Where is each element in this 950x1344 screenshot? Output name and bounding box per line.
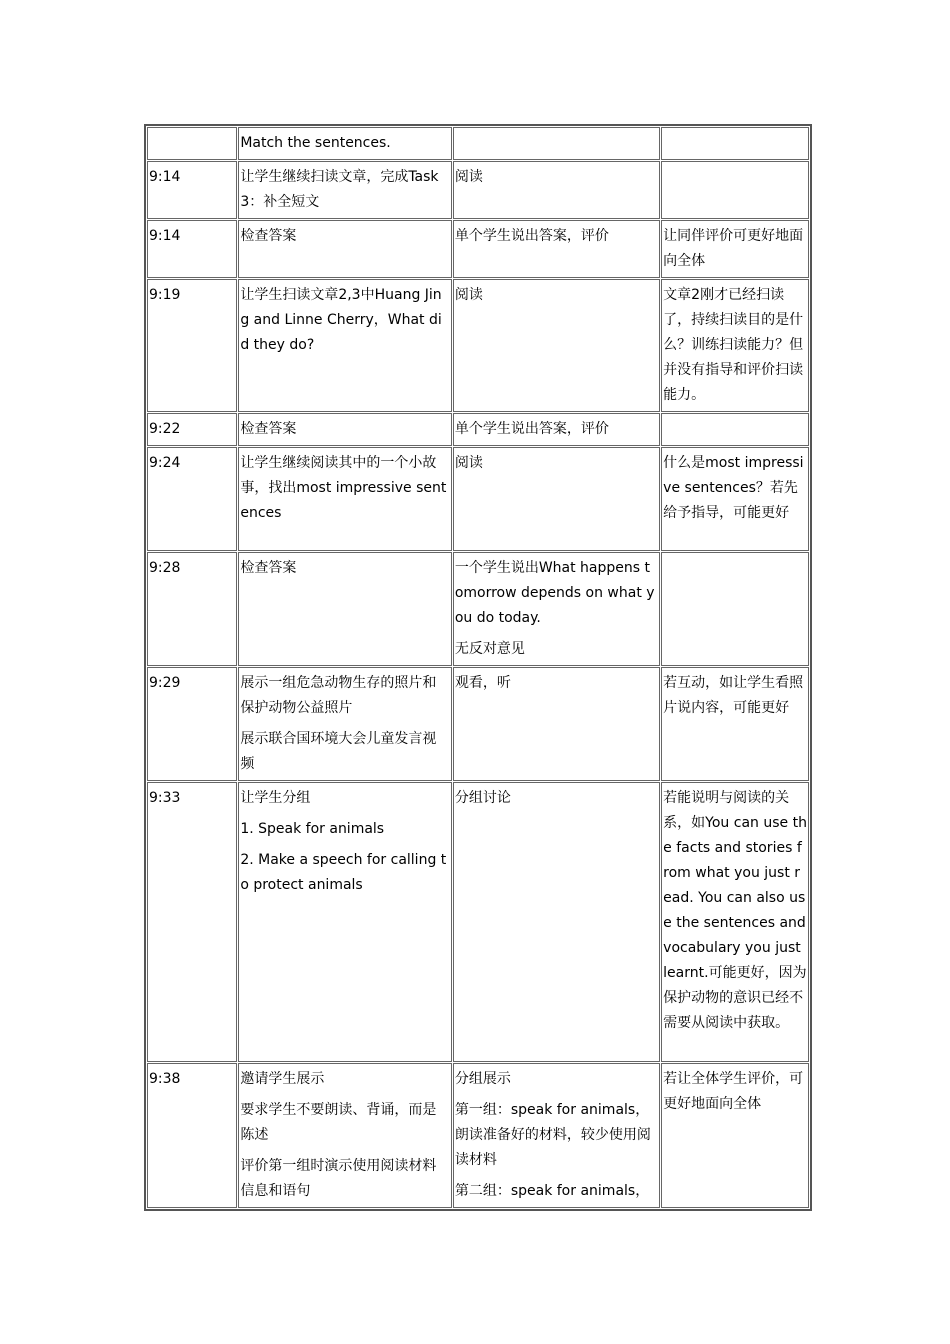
student-activity-cell (453, 782, 660, 1062)
teacher-activity-cell (238, 782, 452, 1062)
observer-comment-cell (661, 1063, 809, 1208)
student-activity-cell (453, 667, 660, 781)
teacher-activity-cell (238, 552, 452, 666)
student-activity-cell (453, 552, 660, 666)
table-row (147, 552, 809, 666)
student-activity-cell (453, 127, 660, 160)
observer-comment-text: 若能说明与阅读的关系，如You can use the facts and stories from what you just read. You can also use the sentences and vocabulary you just learnt.可能更好，因为保护动物的意识已经不需要从阅读中获取。 (663, 790, 807, 1031)
table-row (147, 127, 809, 160)
time-text: 9:14 (149, 228, 181, 244)
table-row (147, 782, 809, 1062)
teacher-activity-text: 1. Speak for animals (240, 821, 385, 837)
student-activity-text: 第一组：speak for animals，朗读准备好的材料，较少使用阅读材料 (454, 1102, 651, 1168)
table-row (147, 220, 809, 278)
table-row (147, 279, 809, 412)
teacher-activity-text: 让学生继续扫读文章，完成Task 3：补全短文 (240, 169, 439, 210)
student-activity-text: 第二组：speak for animals， (454, 1183, 650, 1199)
teacher-activity-text: 展示联合国环境大会儿童发言视频 (240, 731, 437, 772)
teacher-activity-cell (238, 667, 452, 781)
student-activity-cell (453, 413, 660, 446)
teacher-activity-text: 展示一组危急动物生存的照片和保护动物公益照片 (240, 675, 437, 716)
time-text: 9:14 (149, 169, 181, 185)
table-row (147, 667, 809, 781)
time-cell (147, 413, 237, 446)
time-cell (147, 220, 237, 278)
teacher-activity-text: Match the sentences. (240, 135, 391, 151)
time-cell (147, 279, 237, 412)
teacher-activity-cell (238, 279, 452, 412)
teacher-activity-cell (238, 413, 452, 446)
table-row (147, 161, 809, 219)
observer-comment-text: 什么是most impressive sentences？若先给予指导，可能更好 (663, 455, 804, 521)
observer-comment-cell (661, 127, 809, 160)
observer-comment-text: 若让全体学生评价，可更好地面向全体 (663, 1071, 804, 1112)
time-cell (147, 1063, 237, 1208)
student-activity-cell (453, 220, 660, 278)
observer-comment-cell (661, 552, 809, 666)
table-body (147, 127, 809, 1208)
teacher-activity-cell (238, 1063, 452, 1208)
student-activity-text: 单个学生说出答案，评价 (454, 228, 609, 244)
time-cell (147, 782, 237, 1062)
teacher-activity-cell (238, 127, 452, 160)
time-cell (147, 127, 237, 160)
student-activity-text: 阅读 (454, 287, 483, 303)
teacher-activity-text: 检查答案 (240, 560, 297, 576)
time-text: 9:19 (149, 287, 181, 303)
student-activity-text: 无反对意见 (454, 641, 525, 657)
student-activity-cell (453, 447, 660, 551)
teacher-activity-cell (238, 220, 452, 278)
student-activity-cell (453, 279, 660, 412)
student-activity-text: 一个学生说出What happens tomorrow depends on what you do today. (454, 560, 655, 626)
observer-comment-cell (661, 220, 809, 278)
student-activity-text: 观看，听 (454, 675, 511, 691)
time-text: 9:38 (149, 1071, 181, 1087)
student-activity-text: 单个学生说出答案，评价 (454, 421, 609, 437)
table-row (147, 413, 809, 446)
time-cell (147, 161, 237, 219)
student-activity-cell (453, 1063, 660, 1208)
observer-comment-text: 文章2刚才已经扫读了，持续扫读目的是什么？训练扫读能力？但并没有指导和评价扫读能力。 (663, 287, 804, 403)
time-text: 9:29 (149, 675, 181, 691)
teacher-activity-text: 2. Make a speech for calling to protect animals (240, 852, 447, 893)
time-text: 9:28 (149, 560, 181, 576)
student-activity-cell (453, 161, 660, 219)
teacher-activity-text: 让学生扫读文章2,3中Huang Jing and Linne Cherry，What did they do? (240, 287, 442, 353)
observer-comment-cell (661, 782, 809, 1062)
time-text: 9:24 (149, 455, 181, 471)
time-text: 9:22 (149, 421, 181, 437)
teacher-activity-text: 让学生分组 (240, 790, 311, 806)
observer-comment-cell (661, 667, 809, 781)
student-activity-text: 阅读 (454, 455, 483, 471)
student-activity-text: 阅读 (454, 169, 483, 185)
student-activity-text: 分组展示 (454, 1071, 511, 1087)
observer-comment-text: 让同伴评价可更好地面向全体 (663, 228, 804, 269)
teacher-activity-text: 要求学生不要朗读、背诵，而是陈述 (240, 1102, 437, 1143)
teacher-activity-cell (238, 447, 452, 551)
teacher-activity-text: 检查答案 (240, 421, 297, 437)
teacher-activity-text: 让学生继续阅读其中的一个小故事，找出most impressive sentences (240, 455, 447, 521)
observer-comment-text: 若互动，如让学生看照片说内容，可能更好 (663, 675, 804, 716)
lesson-observation-table (144, 124, 812, 1211)
time-cell (147, 447, 237, 551)
observer-comment-cell (661, 161, 809, 219)
observer-comment-cell (661, 447, 809, 551)
teacher-activity-text: 检查答案 (240, 228, 297, 244)
teacher-activity-text: 评价第一组时演示使用阅读材料信息和语句 (240, 1158, 437, 1199)
teacher-activity-cell (238, 161, 452, 219)
student-activity-text: 分组讨论 (454, 790, 511, 806)
observer-comment-cell (661, 413, 809, 446)
table-row (147, 447, 809, 551)
table-row (147, 1063, 809, 1208)
time-cell (147, 667, 237, 781)
time-text: 9:33 (149, 790, 181, 806)
teacher-activity-text: 邀请学生展示 (240, 1071, 325, 1087)
observer-comment-cell (661, 279, 809, 412)
time-cell (147, 552, 237, 666)
